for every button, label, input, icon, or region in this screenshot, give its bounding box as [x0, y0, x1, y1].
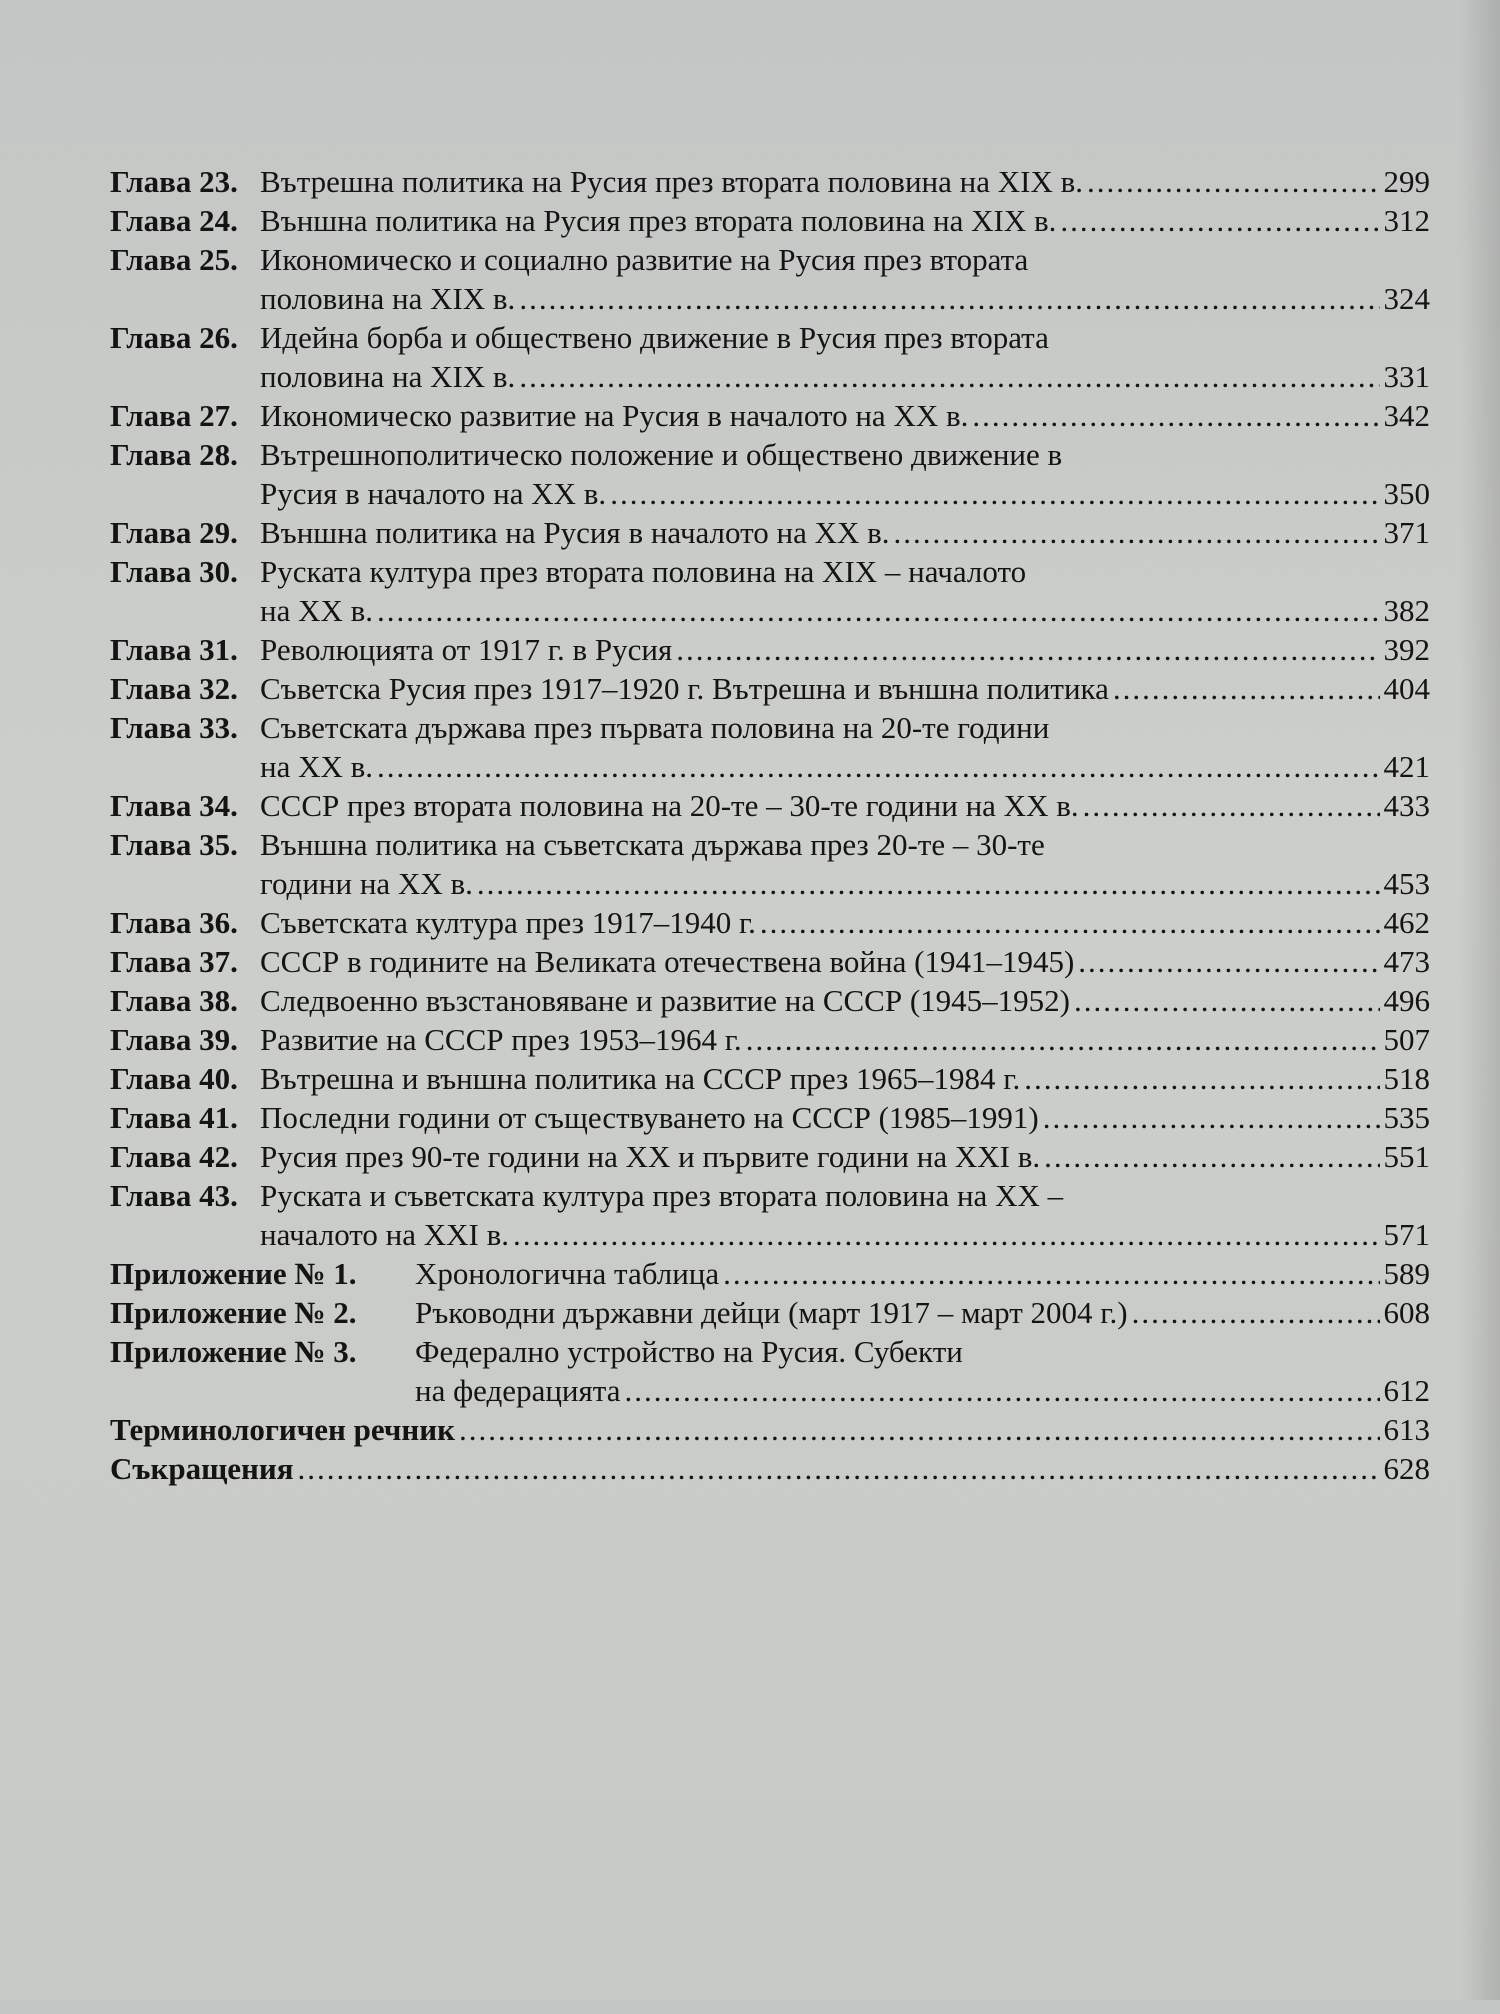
entry-label: Глава 24. [110, 203, 238, 238]
dot-leader [1044, 1137, 1379, 1176]
toc-entry[interactable] [110, 1098, 1430, 1137]
toc-entry[interactable] [110, 240, 1430, 318]
entry-title: на XX в. [260, 749, 374, 784]
entry-line [260, 825, 1430, 864]
entry-title: Руската и съветската култура през втората половина на XX – [260, 1178, 1064, 1213]
toc-entry[interactable] [110, 825, 1430, 903]
page-number: 331 [1383, 359, 1430, 394]
entry-line [415, 1254, 1430, 1293]
entry-line [260, 630, 1430, 669]
entry-label: Глава 25. [110, 242, 238, 277]
page-number: 608 [1383, 1295, 1430, 1330]
entry-line [415, 1332, 1430, 1371]
entry-line [260, 552, 1430, 591]
entry-line [260, 357, 1430, 396]
entry-title: Вътрешнополитическо положение и обществено движение в [260, 437, 1063, 472]
toc-entry[interactable] [110, 942, 1430, 981]
page-number: 433 [1383, 788, 1430, 823]
entry-label: Глава 36. [110, 905, 238, 940]
toc-entry[interactable] [110, 162, 1430, 201]
entry-label: Глава 35. [110, 827, 238, 862]
toc-entry[interactable] [110, 318, 1430, 396]
entry-line [415, 1293, 1430, 1332]
entry-line [260, 1176, 1430, 1215]
entry-title: Федерално устройство на Русия. Субекти [415, 1334, 963, 1369]
toc-entry[interactable] [110, 786, 1430, 825]
toc-entry[interactable] [110, 1176, 1430, 1254]
entry-label: Глава 23. [110, 164, 238, 199]
entry-line [110, 1410, 1430, 1449]
entry-title: години на XX в. [260, 866, 473, 901]
toc-entry[interactable] [110, 1410, 1430, 1449]
entry-label: Съкращения [110, 1451, 294, 1486]
entry-body [260, 903, 1430, 942]
page-number: 571 [1383, 1217, 1430, 1252]
entry-body [260, 942, 1430, 981]
entry-line [260, 162, 1430, 201]
entry-title: Съветската култура през 1917–1940 г. [260, 905, 756, 940]
toc-entry[interactable] [110, 201, 1430, 240]
page-number: 453 [1383, 866, 1430, 901]
entry-body [260, 240, 1430, 318]
entry-title: Следвоенно възстановяване и развитие на СССР (1945–1952) [260, 983, 1070, 1018]
entry-title: половина на XIX в. [260, 281, 516, 316]
page-number: 342 [1383, 398, 1430, 433]
entry-title: Външна политика на Русия в началото на XX в. [260, 515, 890, 550]
toc-entry[interactable] [110, 396, 1430, 435]
dot-leader [519, 279, 1379, 318]
dot-leader [894, 513, 1380, 552]
entry-body [260, 630, 1430, 669]
entry-line [260, 903, 1430, 942]
entry-body [260, 1059, 1430, 1098]
toc-entry[interactable] [110, 1254, 1430, 1293]
entry-body [415, 1293, 1430, 1332]
entry-line [260, 942, 1430, 981]
entry-line [260, 279, 1430, 318]
entry-line [260, 708, 1430, 747]
table-of-contents [110, 162, 1430, 1488]
entry-line [260, 396, 1430, 435]
entry-line [260, 240, 1430, 279]
entry-title: Хронологична таблица [415, 1256, 720, 1291]
toc-entry[interactable] [110, 903, 1430, 942]
entry-title: Развитие на СССР през 1953–1964 г. [260, 1022, 742, 1057]
toc-entry[interactable] [110, 630, 1430, 669]
entry-body [260, 162, 1430, 201]
entry-label: Приложение № 2. [110, 1295, 357, 1330]
entry-line [260, 1098, 1430, 1137]
toc-entry[interactable] [110, 1332, 1430, 1410]
page-number: 371 [1383, 515, 1430, 550]
entry-body [260, 513, 1430, 552]
dot-leader [1024, 1059, 1379, 1098]
entry-line [260, 864, 1430, 903]
dot-leader [377, 591, 1379, 630]
entry-title: началото на XXI в. [260, 1217, 510, 1252]
entry-body [260, 1137, 1430, 1176]
entry-title: Икономическо развитие на Русия в началото на XX в. [260, 398, 969, 433]
entry-title: Външна политика на Русия през втората половина на XIX в. [260, 203, 1057, 238]
page-number: 612 [1383, 1373, 1430, 1408]
dot-leader [760, 903, 1380, 942]
toc-entry[interactable] [110, 708, 1430, 786]
entry-title: Съветската държава през първата половина на 20-те години [260, 710, 1050, 745]
entry-title: половина на XIX в. [260, 359, 516, 394]
entry-title: Ръководни държавни дейци (март 1917 – март 2004 г.) [415, 1295, 1128, 1330]
toc-entry[interactable] [110, 981, 1430, 1020]
entry-label: Глава 33. [110, 710, 238, 745]
entry-title: Идейна борба и обществено движение в Русия през втората [260, 320, 1049, 355]
entry-body [260, 1176, 1430, 1254]
entry-line [260, 591, 1430, 630]
dot-leader [519, 357, 1379, 396]
entry-label: Терминологичен речник [110, 1412, 455, 1447]
entry-label: Глава 30. [110, 554, 238, 589]
page-number: 518 [1383, 1061, 1430, 1096]
entry-label: Глава 32. [110, 671, 238, 706]
entry-line [260, 786, 1430, 825]
entry-line [415, 1371, 1430, 1410]
entry-label: Глава 40. [110, 1061, 238, 1096]
entry-label: Приложение № 1. [110, 1256, 357, 1291]
entry-body [260, 318, 1430, 396]
dot-leader [676, 630, 1379, 669]
page-number: 535 [1383, 1100, 1430, 1135]
entry-label: Глава 34. [110, 788, 238, 823]
entry-title: на XX в. [260, 593, 374, 628]
page-number: 473 [1383, 944, 1430, 979]
toc-entry[interactable] [110, 513, 1430, 552]
page-number: 462 [1383, 905, 1430, 940]
entry-body [260, 669, 1430, 708]
entry-body [260, 1098, 1430, 1137]
page-edge-shadow [1460, 0, 1500, 2000]
page-number: 299 [1383, 164, 1430, 199]
page-number: 551 [1383, 1139, 1430, 1174]
dot-leader [1078, 942, 1379, 981]
dot-leader [298, 1449, 1380, 1488]
entry-title: Външна политика на съветската държава през 20-те – 30-те [260, 827, 1045, 862]
page-number: 421 [1383, 749, 1430, 784]
entry-line [260, 474, 1430, 513]
entry-label: Приложение № 3. [110, 1334, 357, 1369]
dot-leader [477, 864, 1380, 903]
dot-leader [1087, 162, 1380, 201]
toc-entry[interactable] [110, 1059, 1430, 1098]
entry-line [260, 201, 1430, 240]
entry-label: Глава 39. [110, 1022, 238, 1057]
entry-line [260, 1020, 1430, 1059]
toc-entry[interactable] [110, 1137, 1430, 1176]
dot-leader [1043, 1098, 1380, 1137]
entry-line [260, 981, 1430, 1020]
entry-body [260, 786, 1430, 825]
dot-leader [1132, 1293, 1380, 1332]
entry-title: Икономическо и социално развитие на Русия през втората [260, 242, 1029, 277]
page-number: 589 [1383, 1256, 1430, 1291]
entry-title: на федерацията [415, 1373, 621, 1408]
page-number: 324 [1383, 281, 1430, 316]
entry-label: Глава 26. [110, 320, 238, 355]
dot-leader [377, 747, 1379, 786]
entry-line [260, 435, 1430, 474]
entry-title: Русия през 90-те години на XX и първите години на XXI в. [260, 1139, 1041, 1174]
dot-leader [459, 1410, 1380, 1449]
entry-body [260, 981, 1430, 1020]
entry-body [260, 396, 1430, 435]
entry-title: Съветска Русия през 1917–1920 г. Вътрешна и външна политика [260, 671, 1109, 706]
entry-body [260, 825, 1430, 903]
dot-leader [624, 1371, 1379, 1410]
dot-leader [1060, 201, 1379, 240]
dot-leader [513, 1215, 1379, 1254]
entry-title: Вътрешна и външна политика на СССР през 1965–1984 г. [260, 1061, 1021, 1096]
entry-title: СССР в годините на Великата отечествена война (1941–1945) [260, 944, 1075, 979]
entry-label: Глава 27. [110, 398, 238, 433]
toc-entry[interactable] [110, 1020, 1430, 1059]
dot-leader [1074, 981, 1380, 1020]
page-number: 312 [1383, 203, 1430, 238]
entry-line [260, 513, 1430, 552]
dot-leader [610, 474, 1379, 513]
entry-body [260, 1020, 1430, 1059]
entry-body [260, 708, 1430, 786]
dot-leader [1113, 669, 1380, 708]
entry-title: Вътрешна политика на Русия през втората половина на XIX в. [260, 164, 1083, 199]
entry-title: Последни години от съществуването на СССР (1985–1991) [260, 1100, 1039, 1135]
entry-label: Глава 42. [110, 1139, 238, 1174]
entry-body [260, 435, 1430, 513]
toc-entry[interactable] [110, 1449, 1430, 1488]
entry-line [110, 1449, 1430, 1488]
entry-line [260, 1137, 1430, 1176]
page-number: 507 [1383, 1022, 1430, 1057]
entry-line [260, 669, 1430, 708]
page-number: 496 [1383, 983, 1430, 1018]
entry-body [415, 1254, 1430, 1293]
page-number: 613 [1383, 1412, 1430, 1447]
page-number: 404 [1383, 671, 1430, 706]
entry-label: Глава 28. [110, 437, 238, 472]
page-number: 628 [1383, 1451, 1430, 1486]
page-number: 350 [1383, 476, 1430, 511]
toc-entry[interactable] [110, 552, 1430, 630]
entry-title: Руската култура през втората половина на XIX – началото [260, 554, 1027, 589]
dot-leader [723, 1254, 1379, 1293]
entry-label: Глава 38. [110, 983, 238, 1018]
entry-label: Глава 43. [110, 1178, 238, 1213]
entry-line [260, 318, 1430, 357]
entry-label: Глава 37. [110, 944, 238, 979]
entry-line [260, 1059, 1430, 1098]
entry-title: СССР през втората половина на 20-те – 30-те години на XX в. [260, 788, 1079, 823]
entry-label: Глава 31. [110, 632, 238, 667]
toc-entry[interactable] [110, 669, 1430, 708]
dot-leader [746, 1020, 1380, 1059]
entry-title: Русия в началото на XX в. [260, 476, 607, 511]
entry-line [260, 747, 1430, 786]
entry-label: Глава 29. [110, 515, 238, 550]
entry-body [260, 552, 1430, 630]
toc-entry[interactable] [110, 1293, 1430, 1332]
entry-label: Глава 41. [110, 1100, 238, 1135]
dot-leader [1083, 786, 1380, 825]
entry-body [415, 1332, 1430, 1410]
dot-leader [972, 396, 1379, 435]
page-number: 382 [1383, 593, 1430, 628]
toc-entry[interactable] [110, 435, 1430, 513]
entry-line [260, 1215, 1430, 1254]
entry-body [260, 201, 1430, 240]
entry-title: Революцията от 1917 г. в Русия [260, 632, 673, 667]
page-number: 392 [1383, 632, 1430, 667]
